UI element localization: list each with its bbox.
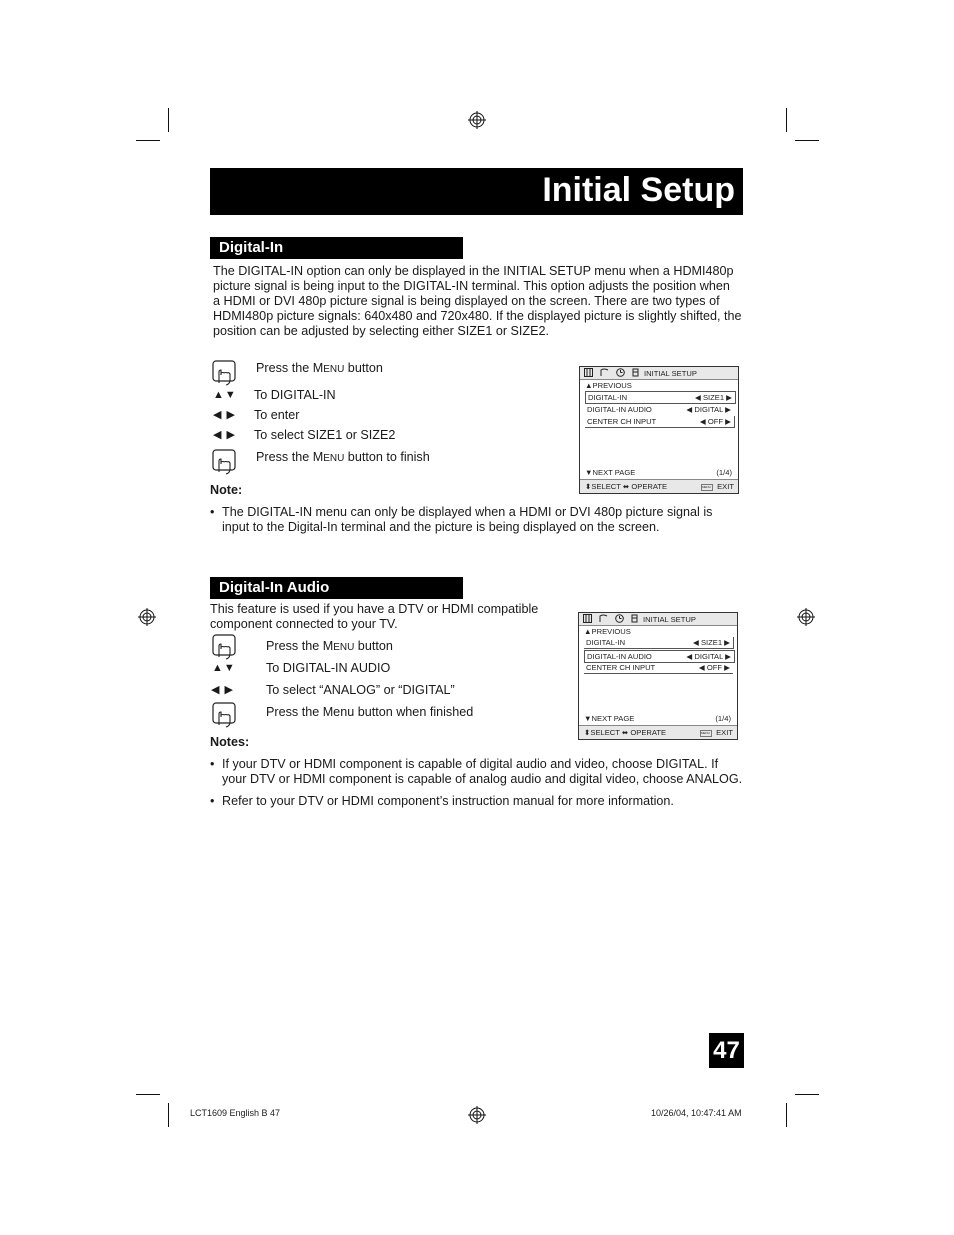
osd-previous-label: PREVIOUS	[591, 627, 631, 636]
osd-select-label: SELECT	[591, 482, 621, 491]
intro-line: HDMI480p picture signals: 640x480 and 720x480. If the displayed picture is slightly shifted, the	[213, 309, 742, 323]
up-down-arrows-icon: ▲▼	[212, 662, 236, 674]
hand-press-icon	[212, 360, 236, 386]
registration-mark-icon	[138, 608, 156, 626]
osd-previous: ▲PREVIOUS	[585, 381, 632, 390]
notes-label: Notes:	[210, 735, 250, 749]
sound-icon	[599, 614, 608, 623]
osd-menu-tag: MENU	[701, 484, 713, 491]
osd-row-label: DIGITAL-IN	[588, 393, 628, 402]
osd-row-center-ch-input	[585, 416, 735, 428]
osd-value-text: DIGITAL	[694, 405, 724, 414]
picture-icon	[584, 368, 593, 377]
note-item	[210, 757, 750, 789]
osd-row-value: ◀ OFF ▶	[698, 663, 730, 672]
registration-mark-icon	[797, 608, 815, 626]
step-text: button	[354, 639, 393, 653]
osd-value-text: SIZE1	[700, 638, 723, 647]
osd-menu-initial-setup	[578, 612, 738, 740]
registration-mark-icon	[468, 1106, 486, 1124]
note-text	[222, 794, 674, 809]
step-to-enter: To enter	[254, 408, 300, 422]
intro-line: picture signal is being input to the DIGITAL-IN terminal. This option adjusts the position when	[213, 279, 730, 293]
intro-line: position can be adjusted by selecting either SIZE1 or SIZE2.	[213, 324, 550, 338]
intro-line: a HDMI or DVI 480p picture signal is being displayed on the screen. There are two types of	[213, 294, 720, 308]
osd-previous-label: PREVIOUS	[592, 381, 632, 390]
osd-next-page-label: NEXT PAGE	[591, 714, 635, 723]
picture-icon	[583, 614, 592, 623]
crop-mark	[795, 1094, 819, 1095]
step-to-digital-in-audio: To DIGITAL-IN AUDIO	[266, 661, 391, 675]
page-title-bar	[210, 168, 743, 215]
osd-next-page-label: NEXT PAGE	[592, 468, 636, 477]
step-text: Press the M	[256, 361, 324, 375]
osd-row-label: CENTER CH INPUT	[586, 663, 656, 672]
osd-row-digital-in-audio	[585, 404, 734, 415]
crop-mark	[795, 140, 819, 141]
osd-row-value: ◀ SIZE1 ▶	[694, 393, 732, 402]
osd-row-digital-in	[585, 391, 736, 404]
osd-row-value: ◀ SIZE1 ▶	[692, 638, 730, 647]
osd-row-center-ch-input	[584, 662, 733, 674]
intro-line: component connected to your TV.	[210, 617, 398, 631]
crop-mark	[168, 1103, 169, 1127]
step-text: Press the M	[256, 450, 324, 464]
osd-next-page: ▼NEXT PAGE	[584, 714, 635, 723]
crop-mark	[136, 1094, 160, 1095]
left-right-arrows-icon: ◀ ▶	[213, 429, 236, 441]
osd-exit-label: EXIT	[717, 482, 734, 491]
hand-press-icon	[212, 449, 236, 475]
step-text: Press the M	[266, 639, 334, 653]
osd-header	[579, 613, 737, 626]
note-line: The DIGITAL-IN menu can only be displayed when a HDMI or DVI 480p picture signal is	[222, 505, 713, 519]
page-title: Initial Setup	[542, 171, 735, 209]
osd-footer-left: ⬍SELECT ⬌ OPERATE	[585, 482, 668, 491]
osd-value-text: DIGITAL	[694, 652, 724, 661]
osd-page-indicator: (1/4)	[716, 468, 732, 477]
clock-icon	[616, 368, 625, 377]
osd-title: INITIAL SETUP	[644, 369, 697, 378]
step-select-analog-digital: To select “ANALOG” or “DIGITAL”	[266, 683, 455, 697]
step-press-menu-finished: Press the Menu button when finished	[266, 705, 474, 719]
step-text: button to finish	[344, 450, 430, 464]
bullet-dot: •	[210, 505, 215, 519]
section2-intro	[210, 602, 538, 632]
osd-next-page: ▼NEXT PAGE	[585, 468, 636, 477]
note-item	[210, 505, 730, 537]
registration-mark-icon	[468, 111, 486, 129]
osd-header	[580, 367, 738, 380]
osd-row-value: ◀ OFF ▶	[699, 417, 731, 426]
left-right-arrows-icon: ◀ ▶	[211, 684, 234, 696]
osd-row-value: ◀ DIGITAL ▶	[686, 405, 731, 414]
osd-value-text: SIZE1	[702, 393, 725, 402]
bullet-dot: •	[210, 757, 215, 771]
osd-footer	[579, 725, 737, 739]
setup-icon	[630, 614, 639, 623]
osd-row-label: DIGITAL-IN	[586, 638, 626, 647]
step-select-size: To select SIZE1 or SIZE2	[254, 428, 396, 442]
step-press-menu	[256, 361, 383, 377]
note-item	[210, 794, 750, 810]
sound-icon	[600, 368, 609, 377]
note-text	[222, 505, 712, 535]
note-line: your DTV or HDMI component is capable of analog audio and digital video, choose ANALOG.	[222, 772, 743, 786]
section-heading-text: Digital-In	[219, 239, 284, 256]
osd-operate-label: OPERATE	[631, 482, 668, 491]
osd-row-label: DIGITAL-IN AUDIO	[587, 405, 652, 414]
step-text-smallcaps: ENU	[323, 453, 345, 464]
step-press-menu-finish	[256, 450, 430, 466]
crop-mark	[168, 108, 169, 132]
note-line: Refer to your DTV or HDMI component’s instruction manual for more information.	[222, 794, 674, 808]
osd-title: INITIAL SETUP	[643, 615, 696, 624]
osd-row-value: ◀ DIGITAL ▶	[686, 652, 731, 661]
osd-value-text: OFF	[706, 663, 723, 672]
osd-row-label: DIGITAL-IN AUDIO	[587, 652, 652, 661]
osd-operate-label: OPERATE	[630, 728, 667, 737]
section-heading-text: Digital-In Audio	[219, 579, 330, 596]
osd-row-label: CENTER CH INPUT	[587, 417, 657, 426]
footer-right: 10/26/04, 10:47:41 AM	[651, 1108, 742, 1118]
osd-menu-tag: MENU	[700, 730, 712, 737]
step-text-smallcaps: ENU	[333, 642, 355, 653]
page-number: 47	[709, 1033, 744, 1068]
osd-previous: ▲PREVIOUS	[584, 627, 631, 636]
section-heading-digital-in-audio	[210, 577, 463, 599]
step-to-digital-in: To DIGITAL-IN	[254, 388, 336, 402]
note-line: If your DTV or HDMI component is capable of digital audio and video, choose DIGITAL. If	[222, 757, 719, 771]
step-text-smallcaps: ENU	[323, 364, 345, 375]
osd-select-label: SELECT	[590, 728, 620, 737]
step-press-menu	[266, 639, 393, 655]
osd-value-text: OFF	[707, 417, 724, 426]
crop-mark	[786, 108, 787, 132]
crop-mark	[786, 1103, 787, 1127]
intro-line: The DIGITAL-IN option can only be displayed in the INITIAL SETUP menu when a HDMI480p	[213, 264, 734, 278]
note-label: Note:	[210, 483, 243, 497]
note-text	[222, 757, 742, 787]
clock-icon	[615, 614, 624, 623]
osd-menu-initial-setup	[579, 366, 739, 494]
step-text: button	[344, 361, 383, 375]
osd-exit-label: EXIT	[716, 728, 733, 737]
osd-footer	[580, 479, 738, 493]
setup-icon	[631, 368, 640, 377]
hand-press-icon	[212, 702, 236, 728]
section-heading-digital-in	[210, 237, 463, 259]
bullet-dot: •	[210, 794, 215, 808]
hand-press-icon	[212, 634, 236, 660]
footer-left: LCT1609 English B 47	[190, 1108, 281, 1118]
note-line: input to the Digital-In terminal and the picture is being displayed on the screen.	[222, 520, 660, 534]
crop-mark	[136, 140, 160, 141]
osd-footer-left: ⬍SELECT ⬌ OPERATE	[584, 728, 667, 737]
intro-line: This feature is used if you have a DTV or HDMI compatible	[210, 602, 539, 616]
up-down-arrows-icon: ▲▼	[213, 389, 237, 401]
section1-intro	[213, 264, 742, 339]
osd-page-indicator: (1/4)	[715, 714, 731, 723]
osd-row-digital-in	[584, 637, 734, 649]
left-right-arrows-icon: ◀ ▶	[213, 409, 236, 421]
